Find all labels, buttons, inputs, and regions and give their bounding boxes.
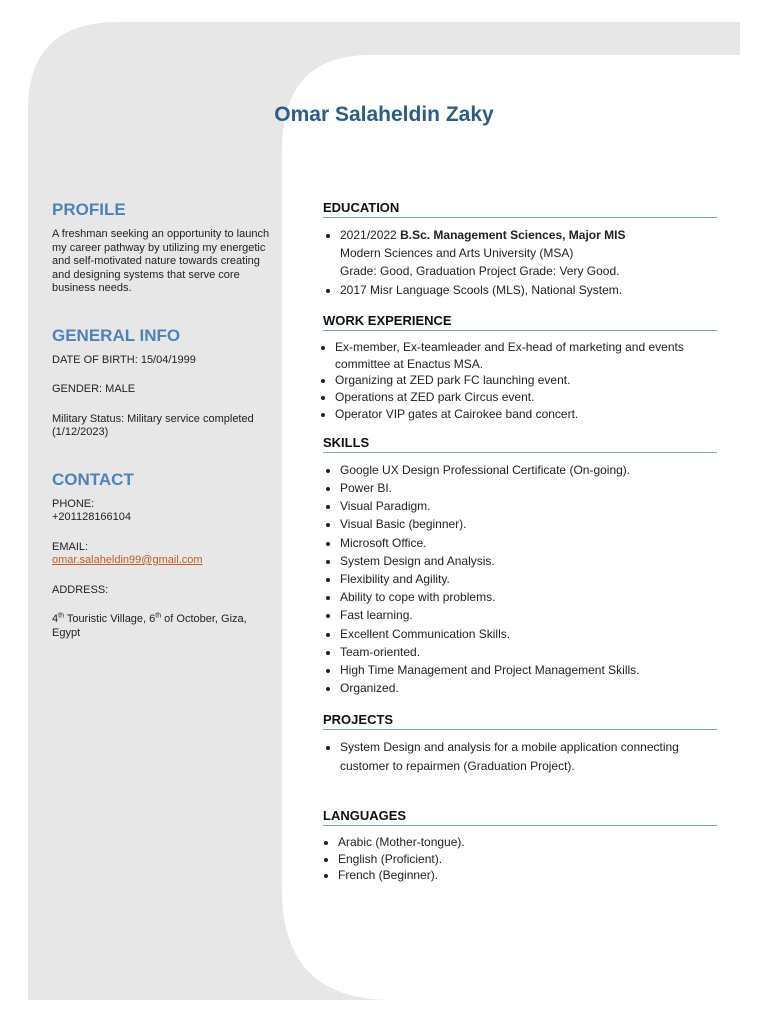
list-item: • French (Beginner).	[338, 867, 717, 884]
general-info-heading: GENERAL INFO	[52, 325, 181, 345]
gender: GENDER: MALE	[52, 383, 136, 395]
list-item: • System Design and analysis for a mobile application connecting customer to repairmen (Graduation Project).	[340, 738, 717, 774]
email-link[interactable]: omar.salaheldin99@gmail.com	[52, 554, 203, 566]
list-item: • Microsoft Office.	[340, 534, 717, 552]
phone-label: PHONE:	[52, 497, 95, 510]
list-item: • Operations at ZED park Circus event.	[335, 389, 717, 406]
candidate-name: Omar Salaheldin Zaky	[274, 103, 494, 126]
list-item: • Fast learning.	[340, 606, 717, 624]
projects-heading: PROJECTS	[323, 712, 717, 730]
education-heading: EDUCATION	[323, 200, 717, 218]
profile-heading: PROFILE	[52, 200, 126, 219]
contact-heading: CONTACT	[52, 469, 134, 489]
list-item: • English (Proficient).	[338, 851, 717, 868]
list-item: • System Design and Analysis.	[340, 552, 717, 570]
list-item: • Arabic (Mother-tongue).	[338, 834, 717, 851]
education-grade: Grade: Good, Graduation Project Grade: Very Good.	[340, 264, 620, 279]
list-item: • Ex-member, Ex-teamleader and Ex-head of marketing and events committee at Enactus MSA.	[335, 339, 717, 373]
list-item: • High Time Management and Project Management Skills.	[340, 661, 717, 679]
list-item: • Organized.	[340, 679, 717, 697]
email-label: EMAIL:	[52, 540, 89, 553]
date-of-birth: DATE OF BIRTH: 15/04/1999	[52, 353, 196, 366]
list-item: • Excellent Communication Skills.	[340, 625, 717, 643]
list-item: • Flexibility and Agility.	[340, 570, 717, 588]
list-item: • Visual Paradigm.	[340, 497, 717, 515]
skills-heading: SKILLS	[323, 435, 717, 453]
address-label: ADDRESS:	[52, 583, 109, 596]
list-item: • Power BI.	[340, 479, 717, 497]
list-item: • Google UX Design Professional Certificate (On-going).	[340, 461, 717, 479]
work-experience-heading: WORK EXPERIENCE	[323, 313, 717, 331]
address-value: 4th Touristic Village, 6th of October, Giza, Egypt	[52, 612, 247, 639]
list-item: • Operator VIP gates at Cairokee band concert.	[335, 406, 717, 423]
list-item: • Team-oriented.	[340, 643, 717, 661]
list-item: • Ability to cope with problems.	[340, 588, 717, 606]
education-item: • 2021/2022 B.Sc. Management Sciences, Major MIS	[340, 226, 717, 244]
list-item: • Organizing at ZED park FC launching event.	[335, 372, 717, 389]
languages-list	[323, 834, 717, 884]
left-column	[52, 200, 274, 640]
right-column	[323, 200, 717, 884]
education-list	[323, 226, 717, 244]
skills-list	[323, 461, 717, 698]
military-status: Military Status: Military service completed (1/12/2023)	[52, 412, 254, 438]
education-item: • 2017 Misr Language Scools (MLS), National System.	[340, 281, 717, 299]
languages-heading: LANGUAGES	[323, 808, 717, 826]
education-school: Modern Sciences and Arts University (MSA)	[340, 246, 574, 261]
phone-value: +201128166104	[52, 511, 132, 523]
work-list	[323, 339, 717, 423]
projects-list	[323, 738, 717, 774]
list-item: • Visual Basic (beginner).	[340, 515, 717, 533]
profile-text: A freshman seeking an opportunity to launch my career pathway by utilizing my energetic and self-motivated nature towards creating and designing systems that serve core business needs.	[52, 228, 270, 294]
